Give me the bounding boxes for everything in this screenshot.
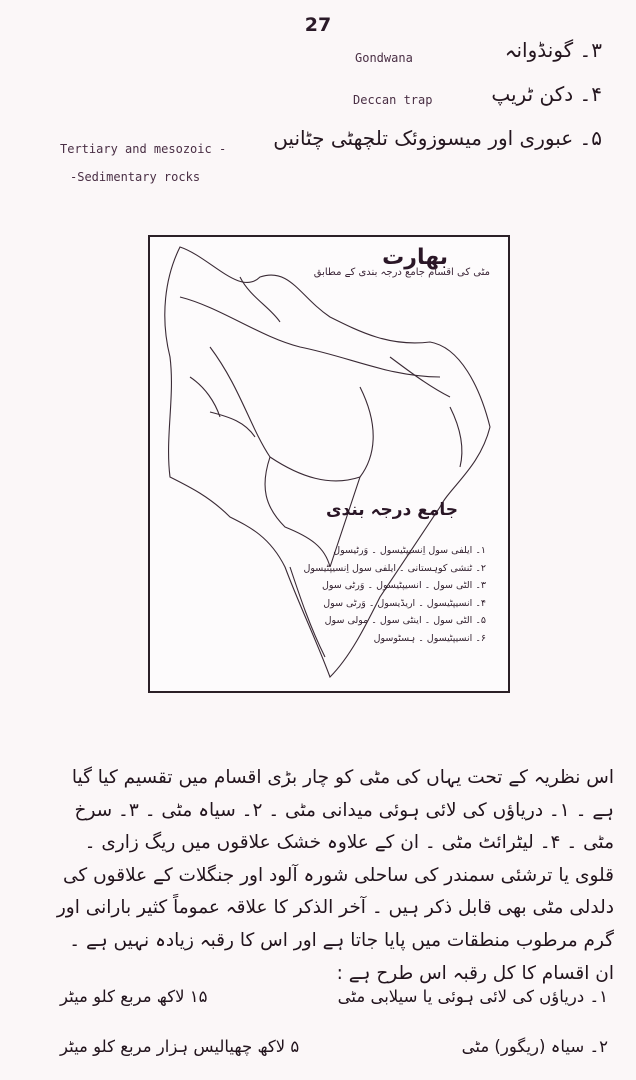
- term-urdu-deccan-trap: ۴۔ دکن ٹریپ: [491, 82, 602, 106]
- term-urdu-gondwana: ۳۔ گونڈوانہ: [504, 38, 602, 62]
- region-boundary-3: [330, 387, 373, 567]
- region-boundary-6: [390, 357, 450, 397]
- term-english-gondwana: Gondwana: [355, 51, 413, 65]
- area-row-black-soil: [60, 1037, 608, 1067]
- term-english-sedimentary: -Sedimentary rocks: [70, 170, 201, 184]
- legend-item: ۵۔ الٹی سول ۔ اینٹی سول ۔ مولی سول: [324, 615, 486, 626]
- legend-item: ۳۔ الٹی سول ۔ انسیپٹیسول ۔ وَرٹی سول: [321, 580, 486, 591]
- area-value: ۱۵ لاکھ مربع کلو میٹر: [60, 987, 208, 1006]
- legend-item: ۲۔ ٹنشی کوہستانی ۔ ایلفی سول اِنسیپٹیسول: [303, 562, 486, 574]
- region-boundary-2: [210, 347, 360, 481]
- term-english-deccan-trap: Deccan trap: [353, 93, 433, 107]
- legend-item: ۴۔ انسیپٹیسول ۔ اریڈیسول ۔ وَرٹی سول: [323, 597, 486, 609]
- map-subtitle: مٹی کی اقسام جامع درجہ بندی کے مطابق: [313, 267, 490, 278]
- legend-item: ۱۔ ایلفی سول اِنسیپٹیسول ۔ وَرٹیسول: [333, 545, 486, 556]
- soil-map-figure: [148, 235, 510, 693]
- legend-item: ۶۔ انسیپٹیسول ۔ ہسٹوسول: [373, 632, 486, 644]
- page-number: 27: [304, 14, 332, 36]
- map-legend: [304, 542, 487, 647]
- area-name: ۲۔ سیاہ (ریگور) مٹی: [461, 1037, 608, 1056]
- body-paragraph: اس نظریہ کے تحت یہاں کی مٹی کو چار بڑی اقسام میں تقسیم کیا گیا ہے ۔ ۱۔ دریاؤں کی لائی ہوئی میدانی مٹی ۔ ۲۔ سیاہ مٹی ۔ ۳۔ سرخ مٹی ۔ ۴۔ لیٹرائٹ مٹی ۔ ان کے علاوہ خشک علاقوں میں ریگ زاری ۔ قلوی یا ترشئی سمندر کی ساحلی شورہ آلود اور جنگلات کے علاقوں کی دلدلی مٹی بھی قابل ذکر ہیں ۔ آخر الذکر کا علاقہ عموماً کثیر بارانی اور گرم مرطوب منطقات میں پایا جاتا ہے اور اس کا رقبہ زیادہ نہیں ہے ۔ ان اقسام کا کل رقبہ اس طرح ہے :: [56, 767, 614, 984]
- region-boundary-8: [240, 277, 280, 322]
- body-text: [52, 762, 614, 990]
- term-urdu-tertiary: ۵۔ عبوری اور میسوزوئک تلچھٹی چٹانیں: [273, 126, 602, 150]
- term-english-tertiary: Tertiary and mesozoic -: [60, 142, 227, 156]
- area-value: ۵ لاکھ چھیالیس ہزار مربع کلو میٹر: [60, 1037, 300, 1056]
- region-boundary-7: [450, 407, 462, 467]
- map-title: بھارت: [382, 245, 448, 270]
- area-name: ۱۔ دریاؤں کی لائی ہوئی یا سیلابی مٹی: [337, 987, 608, 1006]
- legend-title: جامع درجہ بندی: [325, 500, 458, 520]
- region-boundary-9: [190, 377, 220, 417]
- area-row-alluvial: [60, 987, 608, 1017]
